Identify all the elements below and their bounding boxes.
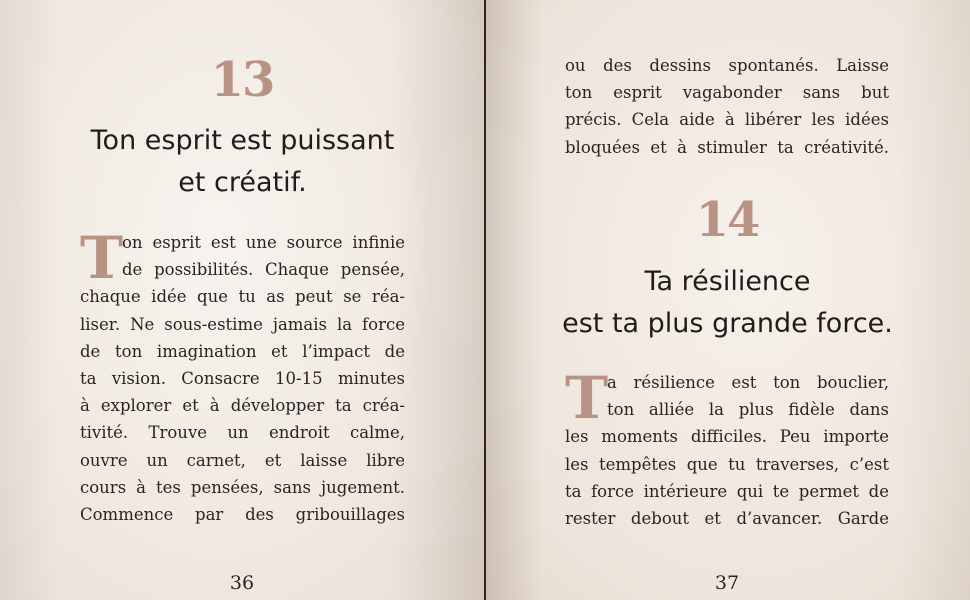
text-line: précis. Cela aide à libérer les idées (565, 110, 889, 130)
text-line: les tempêtes que tu traverses, c’est (565, 454, 889, 474)
chapter-title-line: Ta résilience (644, 266, 811, 297)
text-line: ta vision. Consacre 10-15 minutes (80, 369, 405, 389)
text-line: les moments difficiles. Peu importe (565, 427, 889, 447)
body-text (565, 364, 889, 532)
drop-cap: T (565, 364, 609, 432)
text-line: tivité. Trouve un endroit calme, (80, 423, 405, 443)
right-page (485, 0, 970, 600)
text-line: ton alliée la plus fidèle dans (607, 400, 889, 420)
chapter-number: 14 (695, 192, 759, 248)
text-line: de possibilités. Chaque pensée, (122, 260, 405, 280)
text-line: chaque idée que tu as peut se réa- (80, 287, 405, 307)
text-line: ton esprit vagabonder sans but (565, 83, 889, 103)
text-line: à explorer et à développer ta créa- (80, 396, 405, 416)
text-line: bloquées et à stimuler ta créativité. (565, 137, 889, 157)
body-text (80, 224, 405, 528)
chapter-title (545, 261, 910, 345)
text-line: a résilience est ton bouclier, (607, 373, 889, 392)
chapter-title-line: est ta plus grande force. (562, 308, 893, 339)
book-gutter (484, 0, 486, 600)
text-line: cours à tes pensées, sans jugement. (80, 477, 405, 497)
drop-cap: T (80, 224, 124, 292)
text-line: ta force intérieure qui te permet de (565, 481, 889, 501)
chapter-title-line: et créatif. (178, 167, 307, 198)
text-line: de ton imagination et l’impact de (80, 341, 405, 361)
text-line: Commence par des gribouillages (80, 505, 405, 525)
text-line: ouvre un carnet, et laisse libre (80, 450, 405, 470)
text-line: ou des dessins spontanés. Laisse (565, 56, 889, 75)
chapter-number: 13 (210, 52, 274, 108)
page-number: 36 (229, 572, 255, 594)
chapter-title-line: Ton esprit est puissant (90, 125, 395, 156)
text-line: rester debout et d’avancer. Garde (565, 509, 889, 529)
text-line: on esprit est une source infinie (122, 233, 405, 252)
text-line: liser. Ne sous-estime jamais la force (80, 314, 405, 334)
continued-text (565, 52, 889, 161)
page-number: 37 (714, 572, 740, 594)
chapter-title (60, 120, 425, 204)
